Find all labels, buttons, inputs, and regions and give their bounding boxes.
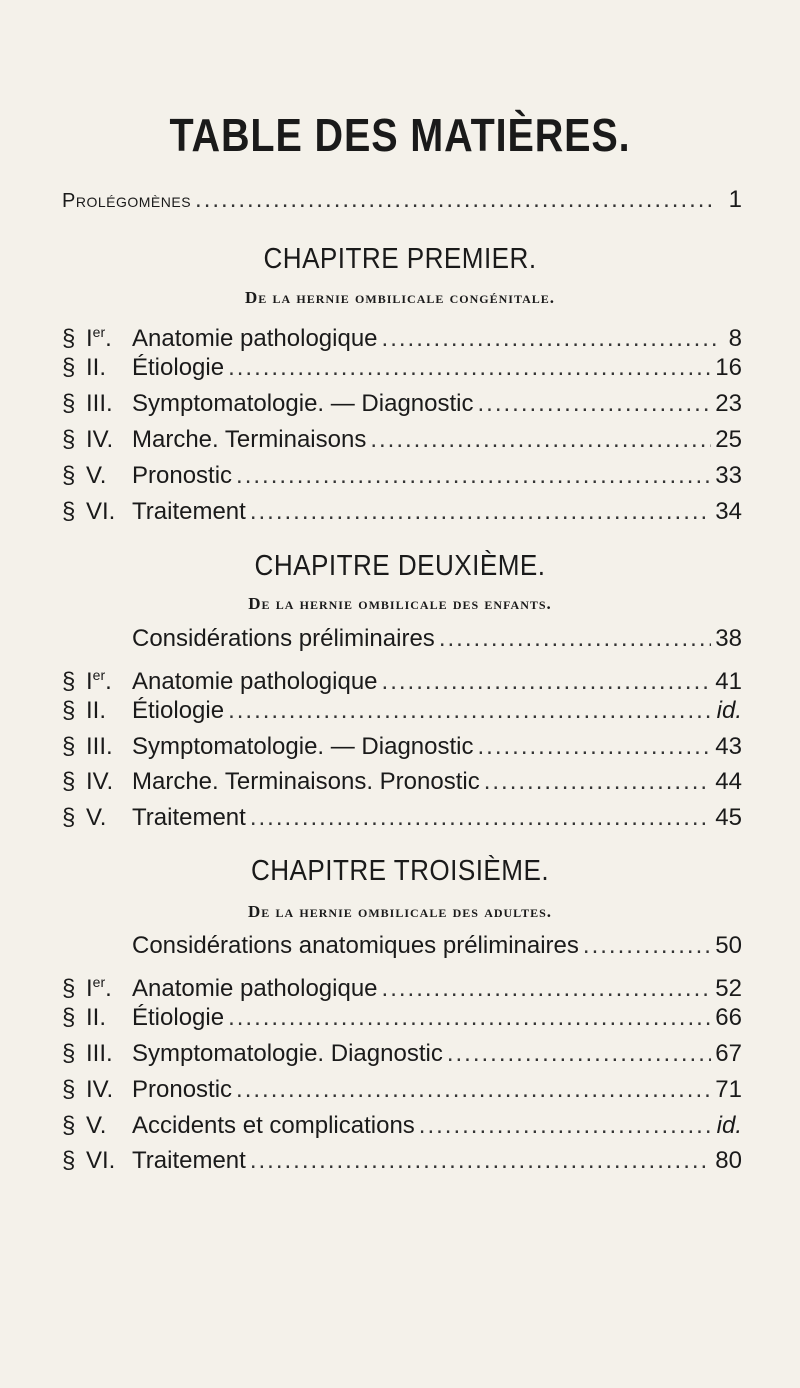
toc-entry [62, 497, 742, 527]
toc-row [0, 660, 800, 695]
section-marker [62, 389, 132, 419]
toc-entry-label: Considérations anatomiques préliminaires [132, 932, 579, 959]
section-number [86, 389, 132, 419]
toc-entry-page: 38 [715, 625, 742, 652]
toc-entry-label: Anatomie pathologique [132, 325, 378, 352]
section-sign: § [62, 975, 76, 1002]
section-sign: § [62, 1112, 76, 1139]
toc-entry-label: Marche. Terminaisons [132, 426, 367, 453]
toc-entry [62, 1003, 742, 1033]
toc-entry [62, 696, 742, 726]
section-marker [62, 1111, 132, 1141]
section-sign: § [62, 390, 76, 417]
toc-entry-page: 43 [715, 733, 742, 760]
toc-entry-page: 66 [715, 1004, 742, 1031]
section-number [86, 803, 132, 833]
toc-entry [62, 353, 742, 383]
dot-leader [484, 767, 712, 797]
dot-leader [228, 1003, 711, 1033]
toc-entry [62, 1146, 742, 1176]
toc-row [0, 1075, 800, 1105]
dot-leader [439, 624, 711, 654]
section-marker [62, 1039, 132, 1069]
section-numeral: II. [86, 697, 107, 724]
toc-entry-page: 52 [715, 975, 742, 1002]
section-numeral: V. [86, 1112, 107, 1139]
dot-leader [382, 667, 712, 697]
toc-entry-label: Étiologie [132, 697, 225, 724]
toc-row-prolegomenes [0, 185, 800, 215]
section-marker [62, 1146, 132, 1176]
section-number: Ier. [86, 324, 112, 352]
toc-entry-page: 16 [715, 354, 742, 381]
section-numeral: III. [86, 1040, 113, 1067]
section-number [86, 1146, 132, 1176]
toc-entry-label: Anatomie pathologique [132, 668, 378, 695]
toc-entry-label: Symptomatologie. — Diagnostic [132, 390, 474, 417]
section-marker [62, 497, 132, 527]
section-sign: § [62, 498, 76, 525]
toc-entry-page: 34 [715, 498, 742, 525]
toc-entry-page: id. [716, 697, 742, 724]
section-number [86, 1111, 132, 1141]
toc-entry [132, 931, 742, 961]
section-sign: § [62, 668, 76, 695]
chapter-heading: CHAPITRE PREMIER. [263, 243, 537, 275]
section-sign: § [62, 354, 76, 381]
toc-row [0, 461, 800, 491]
section-sign: § [62, 697, 76, 724]
toc-entry-page: 71 [715, 1076, 742, 1103]
toc-entry-page: 1 [728, 186, 742, 213]
toc-entry [62, 803, 742, 833]
toc-entry-label: Traitement [132, 498, 246, 525]
section-numeral: I [86, 975, 93, 1002]
toc-entry-label: Étiologie [132, 354, 225, 381]
section-number: Ier. [86, 974, 112, 1002]
page-title: TABLE DES MATIÈRES. [169, 109, 631, 161]
toc-entry-label: Symptomatologie. Diagnostic [132, 1040, 443, 1067]
toc-row [0, 767, 800, 797]
chapter-heading: CHAPITRE DEUXIÈME. [254, 550, 546, 582]
section-numeral: III. [86, 390, 113, 417]
dot-leader [228, 696, 713, 726]
toc-row [0, 353, 800, 383]
toc-entry-label: Symptomatologie. — Diagnostic [132, 733, 474, 760]
section-number [86, 1075, 132, 1105]
section-sign: § [62, 768, 76, 795]
dot-leader [228, 353, 711, 383]
section-marker [62, 660, 132, 697]
section-number [86, 696, 132, 726]
section-number [86, 497, 132, 527]
section-sign: § [62, 462, 76, 489]
section-numeral: V. [86, 804, 107, 831]
toc-row-intro [0, 931, 800, 961]
section-marker [62, 967, 132, 1004]
section-numeral-suffix: er [92, 974, 106, 990]
section-numeral-suffix: er [92, 667, 106, 683]
section-numeral: IV. [86, 1076, 114, 1103]
section-numeral: II. [86, 1004, 107, 1031]
toc-entry-label: Considérations préliminaires [132, 625, 435, 652]
section-number [86, 732, 132, 762]
section-sign: § [62, 1076, 76, 1103]
dot-leader [236, 461, 711, 491]
toc-row-intro [0, 624, 800, 654]
toc-entry [62, 767, 742, 797]
dot-leader [382, 974, 712, 1004]
toc-entry [62, 1111, 742, 1141]
dot-leader [250, 1146, 711, 1176]
toc-entry-label: Pronostic [132, 1076, 233, 1103]
section-marker [62, 732, 132, 762]
section-sign: § [62, 426, 76, 453]
toc-row [0, 696, 800, 726]
toc-row [0, 732, 800, 762]
toc-entry-page: 23 [715, 390, 742, 417]
toc-entry [132, 624, 742, 654]
dot-leader [195, 185, 716, 215]
dot-leader [477, 732, 711, 762]
toc-entry [62, 732, 742, 762]
toc-row [0, 1146, 800, 1176]
dot-leader [250, 497, 711, 527]
section-marker [62, 696, 132, 726]
section-numeral: I [86, 668, 93, 695]
toc-entry [62, 425, 742, 455]
dot-leader [370, 425, 711, 455]
toc-entry [62, 1075, 742, 1105]
section-marker [62, 803, 132, 833]
chapter-subtitle: De la hernie ombilicale des enfants. [248, 594, 552, 613]
section-number: Ier. [86, 667, 112, 695]
chapter-subtitle: De la hernie ombilicale congénitale. [244, 288, 556, 307]
section-number [86, 461, 132, 491]
dot-leader [477, 389, 711, 419]
section-numeral: IV. [86, 426, 114, 453]
toc-entry-page: 45 [715, 804, 742, 831]
section-numeral: VI. [86, 498, 116, 525]
toc-entry [62, 660, 742, 697]
toc-entry [62, 461, 742, 491]
toc-entry-label: Pronostic [132, 462, 233, 489]
toc-entry-page: 25 [715, 426, 742, 453]
section-marker [62, 425, 132, 455]
toc-entry-page: 67 [715, 1040, 742, 1067]
toc-entry-page: 41 [715, 668, 742, 695]
section-marker [62, 353, 132, 383]
toc-entry-label: Traitement [132, 1147, 246, 1174]
section-numeral-suffix: er [92, 324, 106, 340]
toc-entry-page: 44 [715, 768, 742, 795]
toc-entry-page: 80 [715, 1147, 742, 1174]
dot-leader [236, 1075, 711, 1105]
section-numeral: VI. [86, 1147, 116, 1174]
toc-row [0, 803, 800, 833]
section-numeral: IV. [86, 768, 114, 795]
section-marker [62, 1003, 132, 1033]
section-marker [62, 767, 132, 797]
section-number [86, 1003, 132, 1033]
toc-entry-label: Traitement [132, 804, 246, 831]
section-sign: § [62, 1147, 76, 1174]
toc-row [0, 425, 800, 455]
section-number [86, 425, 132, 455]
dot-leader [382, 324, 716, 354]
toc-entry-label: Prolégomènes [62, 190, 192, 212]
section-sign: § [62, 1040, 76, 1067]
toc-row [0, 1003, 800, 1033]
toc-entry [62, 185, 742, 216]
section-sign: § [62, 733, 76, 760]
section-sign: § [62, 325, 76, 352]
section-number [86, 353, 132, 383]
toc-row [0, 389, 800, 419]
toc-entry [62, 317, 742, 354]
toc-row [0, 967, 800, 1002]
chapter-heading: CHAPITRE TROISIÈME. [250, 855, 550, 887]
section-marker [62, 317, 132, 354]
toc-entry-label: Étiologie [132, 1004, 225, 1031]
dot-leader [447, 1039, 711, 1069]
toc-entry-page: 8 [728, 325, 742, 352]
dot-leader [250, 803, 711, 833]
dot-leader [419, 1111, 713, 1141]
section-number [86, 1039, 132, 1069]
section-numeral: II. [86, 354, 107, 381]
toc-entry-label: Marche. Terminaisons. Pronostic [132, 768, 480, 795]
toc-row [0, 1111, 800, 1141]
section-marker [62, 1075, 132, 1105]
toc-entry-page: 33 [715, 462, 742, 489]
chapter-subtitle: De la hernie ombilicale des adultes. [247, 902, 553, 921]
dot-leader [583, 931, 711, 961]
toc-row [0, 317, 800, 352]
section-numeral: I [86, 325, 93, 352]
toc-entry [62, 1039, 742, 1069]
section-numeral: V. [86, 462, 107, 489]
section-marker [62, 461, 132, 491]
section-sign: § [62, 1004, 76, 1031]
toc-row [0, 497, 800, 527]
section-sign: § [62, 804, 76, 831]
section-number [86, 767, 132, 797]
toc-entry [62, 389, 742, 419]
toc-entry-label: Anatomie pathologique [132, 975, 378, 1002]
section-numeral: III. [86, 733, 113, 760]
toc-entry-page: id. [716, 1112, 742, 1139]
toc-entry-page: 50 [715, 932, 742, 959]
toc-entry-label: Accidents et complications [132, 1112, 415, 1139]
toc-row [0, 1039, 800, 1069]
toc-entry [62, 967, 742, 1004]
